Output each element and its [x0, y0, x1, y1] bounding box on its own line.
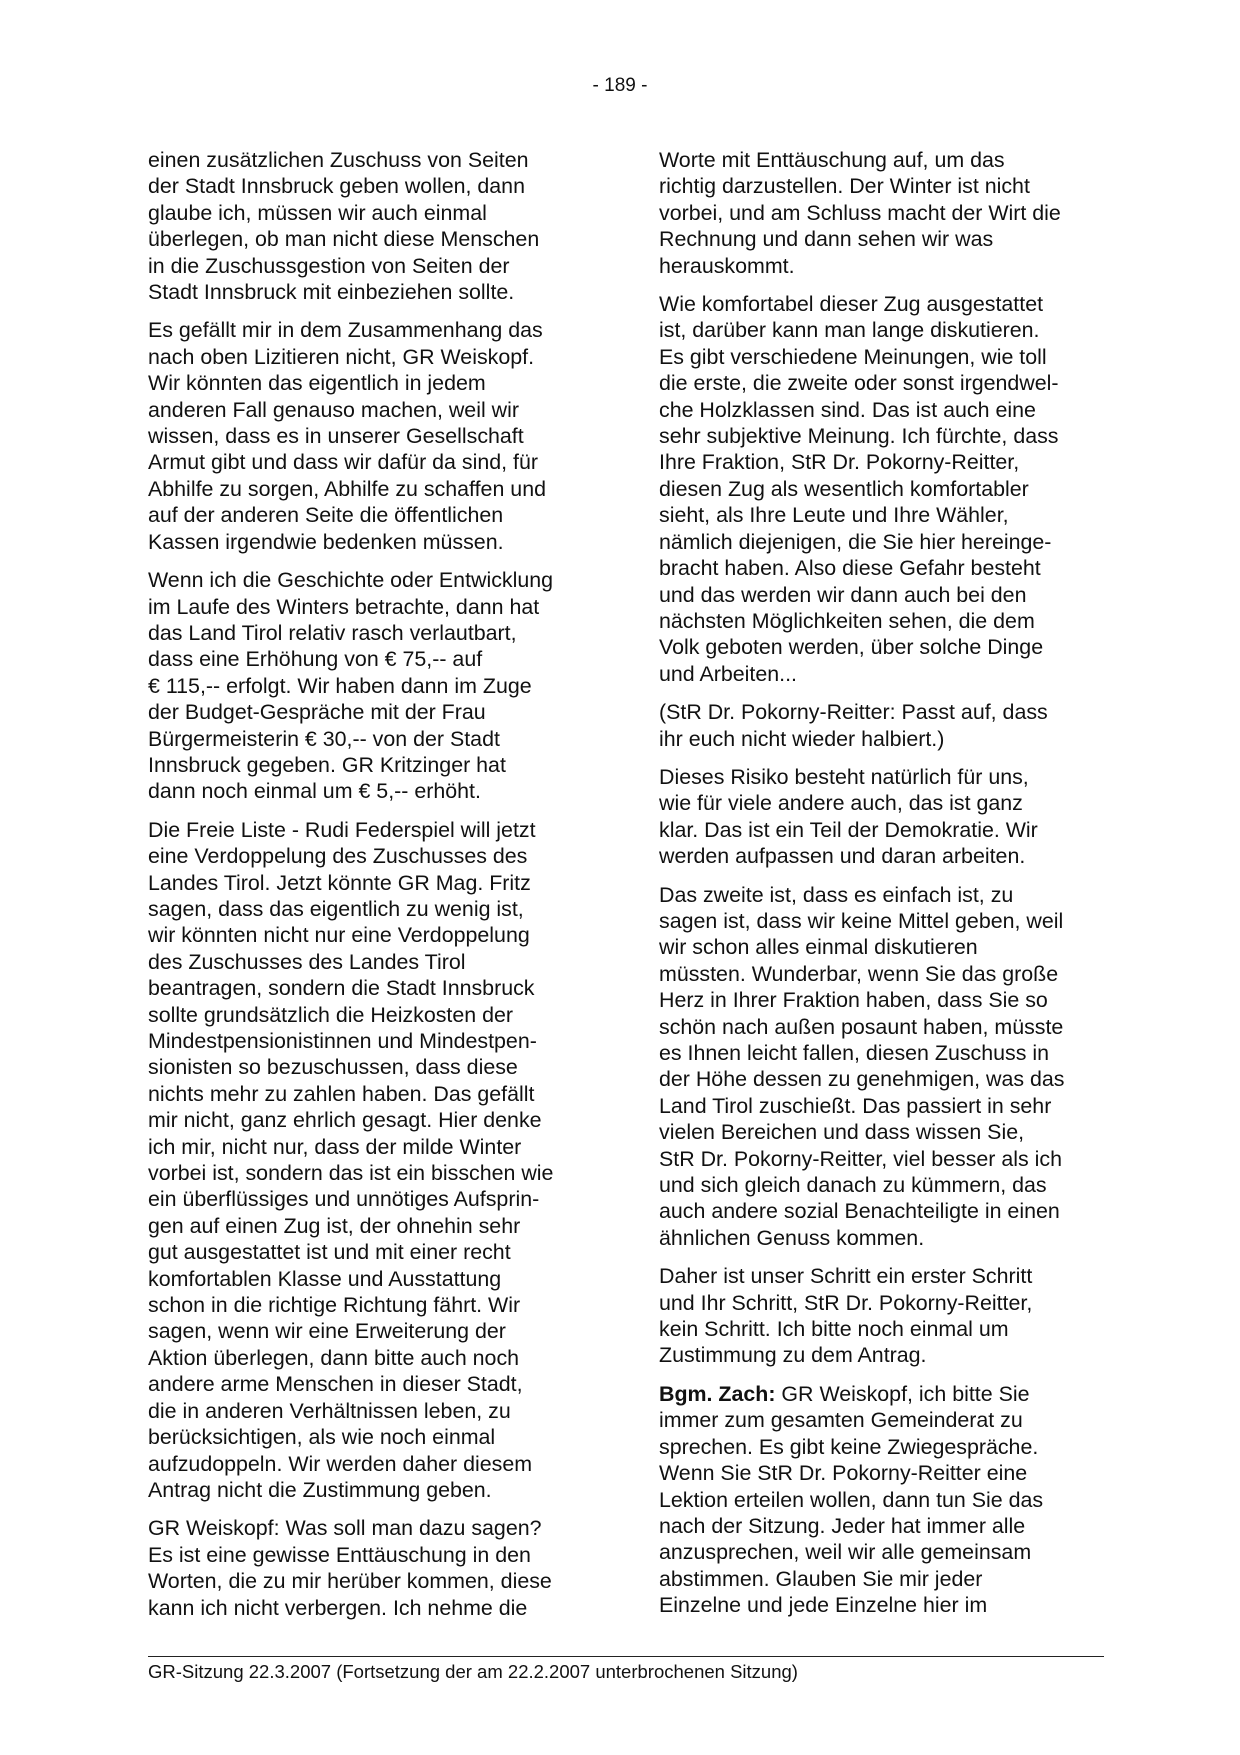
text-line: diesen Zug als wesentlich komfortabler	[659, 476, 1029, 501]
text-line: Mindestpensionistinnen und Mindestpen-	[148, 1029, 537, 1053]
text-line: berücksichtigen, als wie noch einmal	[148, 1425, 496, 1450]
paragraph	[659, 882, 1104, 1252]
text-line: das Land Tirol relativ rasch verlautbart,	[148, 620, 517, 645]
text-line: Kassen irgendwie bedenken müssen.	[148, 529, 504, 554]
text-line: beantragen, sondern die Stadt Innsbruck	[148, 976, 535, 1001]
text-line: ihr euch nicht wieder halbiert.)	[659, 726, 945, 751]
text-line: in die Zuschussgestion von Seiten der	[148, 253, 510, 278]
text-line: Es gibt verschiedene Meinungen, wie toll	[659, 344, 1047, 369]
text-line: müssten. Wunderbar, wenn Sie das große	[659, 961, 1059, 986]
paragraph	[148, 317, 598, 555]
text-line: sehr subjektive Meinung. Ich fürchte, dass	[659, 424, 1059, 449]
text-line: sagen ist, dass wir keine Mittel geben, weil	[659, 908, 1064, 933]
text-line: Wenn ich die Geschichte oder Entwicklung	[148, 568, 554, 593]
paragraph	[659, 1263, 1104, 1369]
paragraph	[148, 147, 598, 305]
text-line: und Arbeiten...	[659, 661, 797, 686]
paragraph	[659, 147, 1104, 279]
text-line: und sich gleich danach zu kümmern, das	[659, 1173, 1047, 1198]
text-line: andere arme Menschen in dieser Stadt,	[148, 1372, 523, 1397]
text-line: GR Weiskopf: Was soll man dazu sagen?	[148, 1516, 542, 1541]
text-line: wir könnten nicht nur eine Verdoppelung	[148, 923, 530, 948]
text-line: abstimmen. Glauben Sie mir jeder	[659, 1566, 983, 1591]
text-line: Stadt Innsbruck mit einbeziehen sollte.	[148, 280, 515, 305]
text-line: Es gefällt mir in dem Zusammenhang das	[148, 318, 543, 343]
text-line: anzusprechen, weil wir alle gemeinsam	[659, 1540, 1032, 1565]
paragraph	[148, 567, 598, 805]
text-line: des Zuschusses des Landes Tirol	[148, 949, 466, 974]
text-line: Abhilfe zu sorgen, Abhilfe zu schaffen und	[148, 476, 546, 501]
text-line: schon in die richtige Richtung fährt. Wir	[148, 1293, 521, 1318]
text-line: wie für viele andere auch, das ist ganz	[659, 791, 1023, 816]
text-line: nach oben Lizitieren nicht, GR Weiskopf.	[148, 344, 535, 369]
text-line: es Ihnen leicht fallen, diesen Zuschuss in	[659, 1041, 1050, 1065]
text-line: anderen Fall genauso machen, weil wir	[148, 397, 519, 422]
text-line: der Höhe dessen zu genehmigen, was das	[659, 1067, 1065, 1092]
text-line: che Holzklassen sind. Das ist auch eine	[659, 397, 1036, 422]
text-line: Wenn Sie StR Dr. Pokorny-Reitter eine	[659, 1461, 1028, 1486]
page-number: - 189 -	[592, 75, 648, 96]
text-line: überlegen, ob man nicht diese Menschen	[148, 227, 540, 252]
text-line: Es ist eine gewisse Enttäuschung in den	[148, 1542, 531, 1567]
text-line: auf der anderen Seite die öffentlichen	[148, 503, 504, 528]
text-line: Herz in Ihrer Fraktion haben, dass Sie so	[659, 988, 1048, 1013]
text-line: wissen, dass es in unserer Gesellschaft	[148, 424, 524, 449]
text-line: ich mir, nicht nur, dass der milde Winter	[148, 1134, 522, 1159]
text-line: nächsten Möglichkeiten sehen, die dem	[659, 608, 1035, 633]
text-line: Aktion überlegen, dann bitte auch noch	[148, 1345, 520, 1370]
text-line: sagen, wenn wir eine Erweiterung der	[148, 1319, 506, 1344]
text-line: Das zweite ist, dass es einfach ist, zu	[659, 882, 1014, 907]
text-line: Volk geboten werden, über solche Dinge	[659, 635, 1044, 660]
text-line: klar. Das ist ein Teil der Demokratie. Wir	[659, 817, 1038, 842]
right-column	[659, 147, 1104, 1631]
paragraph	[659, 699, 1104, 752]
text-line: gut ausgestattet ist und mit einer recht	[148, 1240, 511, 1265]
text-line: dass eine Erhöhung von € 75,-- auf	[148, 647, 483, 672]
text-line: Die Freie Liste - Rudi Federspiel will jetzt	[148, 817, 536, 842]
text-line: Worten, die zu mir herüber kommen, diese	[148, 1569, 552, 1594]
text-line: € 115,-- erfolgt. Wir haben dann im Zuge	[148, 673, 532, 698]
text-line: glaube ich, müssen wir auch einmal	[148, 200, 487, 225]
text-line: Land Tirol zuschießt. Das passiert in sehr	[659, 1093, 1052, 1118]
text-line: eine Verdoppelung des Zuschusses des	[148, 844, 528, 869]
text-line: sollte grundsätzlich die Heizkosten der	[148, 1002, 514, 1027]
text-line: bracht haben. Also diese Gefahr besteht	[659, 556, 1041, 581]
text-line: der Budget-Gespräche mit der Frau	[148, 700, 486, 725]
paragraph	[659, 1381, 1104, 1619]
text-line: Worte mit Enttäuschung auf, um das	[659, 148, 1005, 172]
text-line: Antrag nicht die Zustimmung geben.	[148, 1477, 492, 1502]
text-line: vielen Bereichen und dass wissen Sie,	[659, 1120, 1025, 1145]
text-fragment: GR Weiskopf, ich bitte Sie	[775, 1381, 1030, 1406]
text-line: nämlich diejenigen, die Sie hier hereinge-	[659, 529, 1052, 554]
text-line: und das werden wir dann auch bei den	[659, 582, 1027, 607]
text-line: werden aufpassen und daran arbeiten.	[659, 844, 1026, 869]
text-line: sionisten so bezuschussen, dass diese	[148, 1055, 518, 1080]
left-column	[148, 147, 598, 1633]
text-line: Landes Tirol. Jetzt könnte GR Mag. Fritz	[148, 870, 531, 895]
paragraph	[659, 291, 1104, 687]
text-line: der Stadt Innsbruck geben wollen, dann	[148, 174, 525, 199]
text-line: einen zusätzlichen Zuschuss von Seiten	[148, 148, 529, 172]
text-line: Daher ist unser Schritt ein erster Schritt	[659, 1264, 1033, 1289]
text-line: Ihre Fraktion, StR Dr. Pokorny-Reitter,	[659, 450, 1020, 475]
text-line: richtig darzustellen. Der Winter ist nicht	[659, 174, 1030, 199]
text-line: die in anderen Verhältnissen leben, zu	[148, 1398, 511, 1423]
text-line	[659, 1381, 1104, 1407]
footer-divider	[148, 1656, 1104, 1657]
text-line: gen auf einen Zug ist, der ohnehin sehr	[148, 1213, 521, 1238]
text-line: aufzudoppeln. Wir werden daher diesem	[148, 1451, 533, 1476]
text-line: ein überflüssiges und unnötiges Aufsprin-	[148, 1187, 540, 1212]
text-line: Rechnung und dann sehen wir was	[659, 227, 994, 252]
text-line: nichts mehr zu zahlen haben. Das gefällt	[148, 1081, 535, 1106]
text-line: vorbei, und am Schluss macht der Wirt die	[659, 200, 1061, 225]
text-line: vorbei ist, sondern das ist ein bisschen wie	[148, 1161, 554, 1186]
text-line: ist, darüber kann man lange diskutieren.	[659, 318, 1040, 343]
text-line: nach der Sitzung. Jeder hat immer alle	[659, 1513, 1026, 1538]
paragraph	[148, 817, 598, 1504]
text-line: Zustimmung zu dem Antrag.	[659, 1343, 927, 1368]
text-line: Lektion erteilen wollen, dann tun Sie das	[659, 1487, 1044, 1512]
text-line: im Laufe des Winters betrachte, dann hat	[148, 594, 540, 619]
text-line: sagen, dass das eigentlich zu wenig ist,	[148, 896, 524, 921]
text-line: und Ihr Schritt, StR Dr. Pokorny-Reitter,	[659, 1290, 1033, 1315]
text-line: auch andere sozial Benachteiligte in einen	[659, 1199, 1060, 1224]
text-line: (StR Dr. Pokorny-Reitter: Passt auf, dass	[659, 700, 1048, 725]
speaker-name: Bgm. Zach:	[659, 1381, 776, 1406]
text-line: ähnlichen Genuss kommen.	[659, 1225, 925, 1250]
text-line: kein Schritt. Ich bitte noch einmal um	[659, 1317, 1009, 1342]
text-line: kann ich nicht verbergen. Ich nehme die	[148, 1595, 528, 1620]
footer-text: GR-Sitzung 22.3.2007 (Fortsetzung der am 22.2.2007 unterbrochenen Sitzung)	[148, 1661, 798, 1682]
text-line: Einzelne und jede Einzelne hier im	[659, 1593, 988, 1618]
text-line: Armut gibt und dass wir dafür da sind, für	[148, 450, 538, 475]
text-line: sieht, als Ihre Leute und Ihre Wähler,	[659, 503, 1009, 528]
text-line: dann noch einmal um € 5,-- erhöht.	[148, 779, 481, 804]
text-line: wir schon alles einmal diskutieren	[659, 935, 978, 960]
text-line: herauskommt.	[659, 253, 795, 278]
paragraph	[148, 1515, 598, 1621]
text-line: Wir könnten das eigentlich in jedem	[148, 371, 486, 396]
text-line: immer zum gesamten Gemeinderat zu	[659, 1408, 1023, 1433]
paragraph	[659, 764, 1104, 870]
text-line: sprechen. Es gibt keine Zwiegespräche.	[659, 1434, 1039, 1459]
text-line: Innsbruck gegeben. GR Kritzinger hat	[148, 752, 506, 777]
text-line: Dieses Risiko besteht natürlich für uns,	[659, 764, 1029, 789]
text-line: mir nicht, ganz ehrlich gesagt. Hier denke	[148, 1108, 542, 1133]
text-line: Bürgermeisterin € 30,-- von der Stadt	[148, 726, 500, 751]
text-line: Wie komfortabel dieser Zug ausgestattet	[659, 292, 1044, 317]
text-line: komfortablen Klasse und Ausstattung	[148, 1266, 502, 1291]
text-line: die erste, die zweite oder sonst irgendwel-	[659, 371, 1059, 396]
text-line: StR Dr. Pokorny-Reitter, viel besser als ich	[659, 1146, 1062, 1171]
text-line: schön nach außen posaunt haben, müsste	[659, 1014, 1064, 1039]
